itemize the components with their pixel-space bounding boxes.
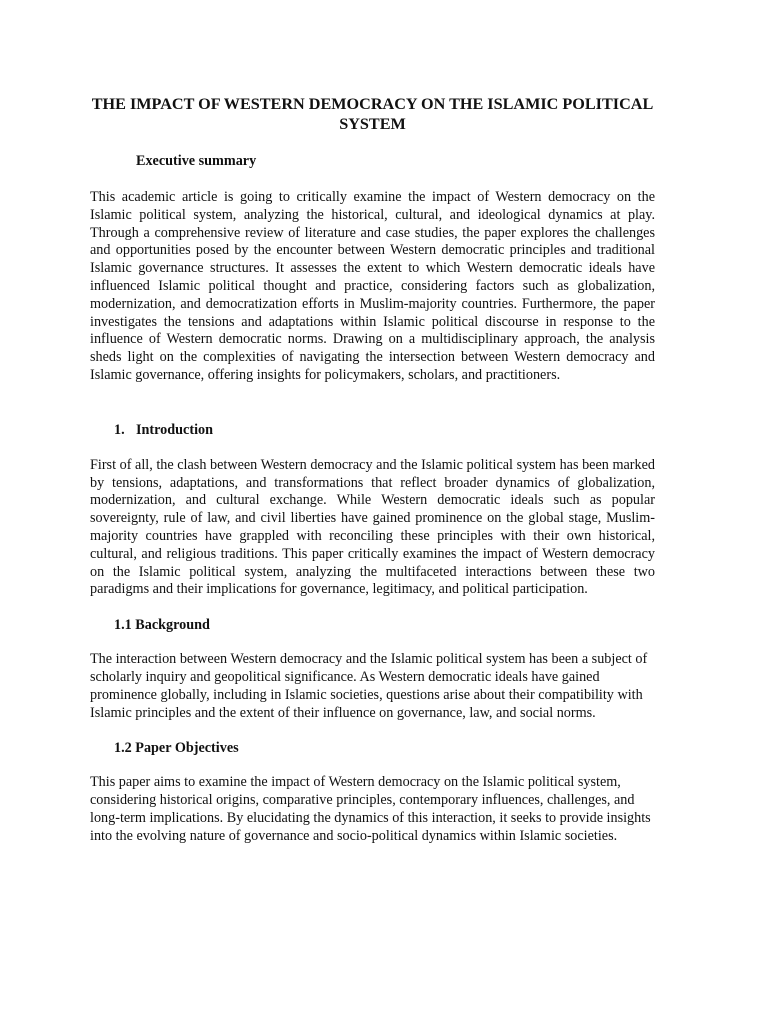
introduction-text: First of all, the clash between Western democracy and the Islamic political system has been marked by tensions, adaptations, and transformations that reflect broader dynamics of globalization, modernization, and cultural exchange. While Western democratic ideals such as popular sovereignty, rule of law, and civil liberties have gained prominence on the global stage, Muslim-majority countries have grappled with reconciling these principles with their own historical, cultural, and religious traditions. This paper critically examines the impact of Western democracy on the Islamic political system, analyzing the multifaceted interactions between these two paradigms and their implications for governance, legitimacy, and political participation. [90, 456, 655, 598]
background-text: The interaction between Western democracy and the Islamic political system has been a subject of scholarly inquiry and geopolitical significance. As Western democratic ideals have gained prominence globally, including in Islamic societies, questions arise about their compatibility with Islamic principles and the extent of their influence on governance, law, and social norms. [90, 651, 648, 721]
executive-summary-text: This academic article is going to critically examine the impact of Western democracy on the Islamic political system, analyzing the historical, cultural, and ideological dynamics at play. Through a comprehensive review of literature and case studies, the paper explores the challenges and opportunities posed by the encounter between Western democratic principles and traditional Islamic governance structures. It assesses the extent to which Western democratic ideals have influenced Islamic political thought and practice, considering factors such as globalization, modernization, and democratization efforts in Muslim-majority countries. Furthermore, the paper investigates the tensions and adaptations within Islamic political discourse in response to the influence of Western democratic norms. Drawing on a multidisciplinary approach, the analysis sheds light on the complexities of navigating the intersection between Western democracy and Islamic governance, offering insights for policymakers, scholars, and practitioners. [90, 189, 655, 383]
background-heading: 1.1 Background [114, 617, 210, 634]
introduction-heading-label: Introduction [136, 421, 213, 438]
document-page [90, 94, 655, 846]
introduction-heading [90, 421, 655, 439]
document-title: THE IMPACT OF WESTERN DEMOCRACY ON THE ISLAMIC POLITICAL SYSTEM [91, 95, 654, 133]
objectives-heading: 1.2 Paper Objectives [114, 740, 239, 757]
introduction-number: 1. [114, 421, 125, 438]
executive-summary-heading: Executive summary [136, 153, 257, 169]
objectives-text: This paper aims to examine the impact of Western democracy on the Islamic political system, considering historical origins, comparative principles, contemporary influences, challenges, and long-term implications. By elucidating the dynamics of this interaction, it seeks to provide insights into the evolving nature of governance and socio-political dynamics within Islamic societies. [90, 774, 651, 844]
